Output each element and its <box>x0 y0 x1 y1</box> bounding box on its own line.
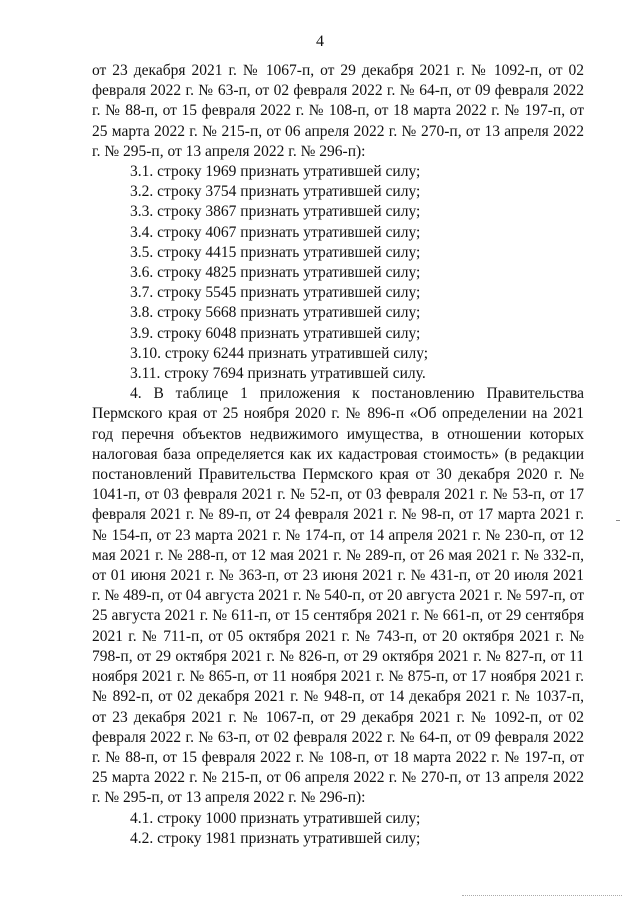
list-item: 3.8. строку 5668 признать утратившей силу; <box>130 304 421 322</box>
list-item: 4.2. строку 1981 признать утратившей силу; <box>130 829 421 847</box>
list-item: 3.10. строку 6244 признать утратившей силу; <box>130 344 429 362</box>
intro-continuation-paragraph: от 23 декабря 2021 г. № 1067-п, от 29 декабря 2021 г. № 1092-п, от 02 февраля 2022 г. № 63-п, от 02 февраля 2022 г. № 64-п, от 09 февраля 2022 г. № 88-п, от 15 февраля 2022 г. № 108-п, от 18 марта 2022 г. № 197-п, от 25 марта 2022 г. № 215-п, от 06 апреля 2022 г. № 270-п, от 13 апреля 2022 г. № 295-п, от 13 апреля 2022 г. № 296-п): <box>92 62 584 160</box>
list-item: 3.9. строку 6048 признать утратившей силу; <box>130 324 421 342</box>
scan-edge-mark <box>616 520 620 521</box>
list-item: 3.11. строку 7694 признать утратившей силу. <box>130 365 426 383</box>
section-4-paragraph: 4. В таблице 1 приложения к постановлению Правительства Пермского края от 25 ноября 2020 г. № 896-п «Об определении на 2021 год перечня объектов недвижимого имущества, в отношении которых налоговая база определяется как их кадастровая стоимость» (в редакции постановлений Правительства Пермского края от 30 декабря 2020 г. № 1041-п, от 03 февраля 2021 г. № 52-п, от 03 февраля 2021 г. № 53-п, от 17 февраля 2021 г. № 89-п, от 24 февраля 2021 г. № 98-п, от 17 марта 2021 г. № 154-п, от 23 марта 2021 г. № 174-п, от 14 апреля 2021 г. № 230-п, от 12 мая 2021 г. № 288-п, от 12 мая 2021 г. № 289-п, от 26 мая 2021 г. № 332-п, от 01 июня 2021 г. № 363-п, от 23 июня 2021 г. № 431-п, от 20 июля 2021 г. № 489-п, от 04 августа 2021 г. № 540-п, от 20 августа 2021 г. № 597-п, от 25 августа 2021 г. № 611-п, от 15 сентября 2021 г. № 661-п, от 29 сентября 2021 г. № 711-п, от 05 октября 2021 г. № 743-п, от 20 октября 2021 г. № 798-п, от 29 октября 2021 г. № 826-п, от 29 октября 2021 г. № 827-п, от 11 ноября 2021 г. № 865-п, от 11 ноября 2021 г. № 875-п, от 17 ноября 2021 г. № 892-п, от 02 декабря 2021 г. № 948-п, от 14 декабря 2021 г. № 1037-п, от 23 декабря 2021 г. № 1067-п, от 29 декабря 2021 г. № 1092-п, от 02 февраля 2022 г. № 63-п, от 02 февраля 2022 г. № 64-п, от 09 февраля 2022 г. № 88-п, от 15 февраля 2022 г. № 108-п, от 18 марта 2022 г. № 197-п, от 25 марта 2022 г. № 215-п, от 06 апреля 2022 г. № 270-п, от 13 апреля 2022 г. № 295-п, от 13 апреля 2022 г. № 296-п): <box>92 385 584 807</box>
list-item: 3.3. строку 3867 признать утратившей силу; <box>130 203 421 221</box>
list-item: 3.1. строку 1969 признать утратившей силу; <box>130 163 421 181</box>
scan-artifact <box>462 895 622 897</box>
page-number: 4 <box>316 33 324 50</box>
list-item: 3.2. строку 3754 признать утратившей силу; <box>130 183 421 201</box>
list-item: 3.6. строку 4825 признать утратившей силу; <box>130 264 421 282</box>
document-body <box>92 61 584 849</box>
list-item: 4.1. строку 1000 признать утратившей силу; <box>130 809 421 827</box>
section-3-list <box>92 162 584 384</box>
list-item: 3.4. строку 4067 признать утратившей силу; <box>130 223 421 241</box>
list-item: 3.7. строку 5545 признать утратившей силу; <box>130 284 421 302</box>
list-item: 3.5. строку 4415 признать утратившей силу; <box>130 243 421 261</box>
section-4-list <box>92 809 584 849</box>
